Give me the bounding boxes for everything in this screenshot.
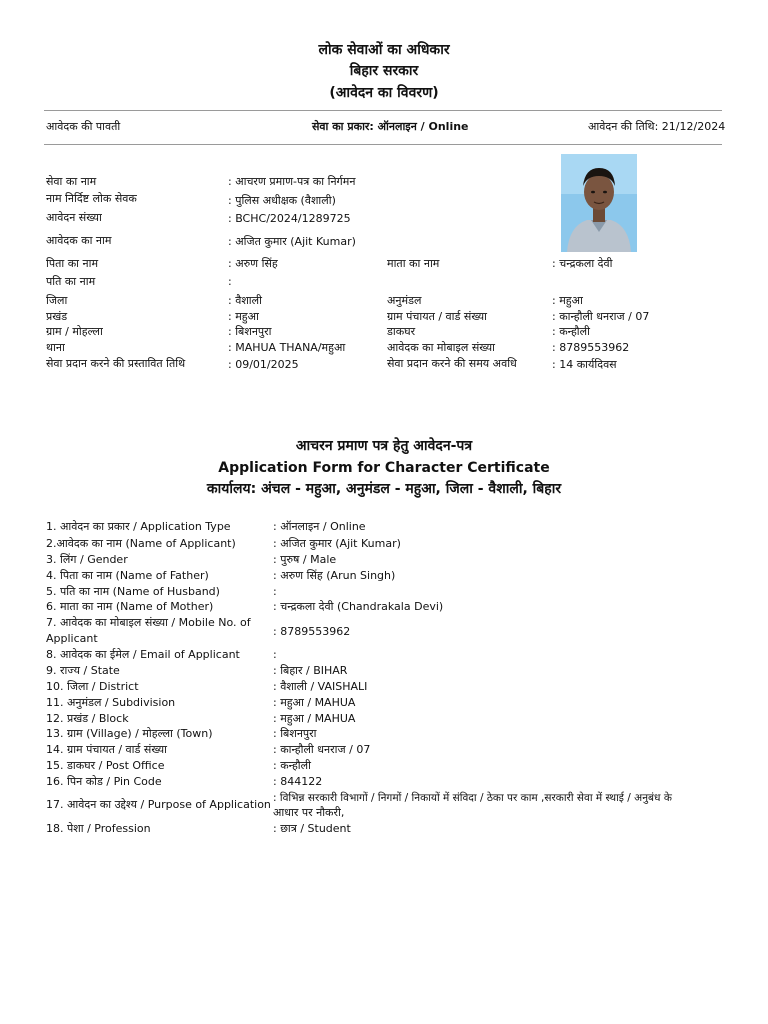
form-value-purpose: : विभिन्न सरकारी विभागों / निगमों / निकायों में संविदा / ठेका पर काम ,सरकारी सेवा में स्थाई / अनुबंध के xyxy=(273,792,672,804)
summary-label-mobile: आवेदक का मोबाइल संख्या xyxy=(387,341,495,354)
summary-value-village: : बिशनपुरा xyxy=(228,325,272,338)
summary-label-mother: माता का नाम xyxy=(387,257,440,270)
form-label-mother: 6. माता का नाम (Name of Mother) xyxy=(46,600,214,613)
form-value-father: : अरुण सिंह (Arun Singh) xyxy=(273,569,396,582)
summary-value-panchayat: : कान्हौली धनराज / 07 xyxy=(552,310,650,323)
summary-value-district: : वैशाली xyxy=(228,294,262,307)
summary-label-police-station: थाना xyxy=(46,341,65,354)
application-date: आवेदन की तिथि: 21/12/2024 xyxy=(588,120,726,133)
summary-value-post-office: : कन्हौली xyxy=(552,325,590,338)
summary-label-village: ग्राम / मोहल्ला xyxy=(46,325,103,338)
summary-label-post-office: डाकघर xyxy=(387,325,416,338)
form-label-father: 4. पिता का नाम (Name of Father) xyxy=(46,569,209,582)
applicant-photo xyxy=(561,154,637,252)
summary-value-application-number: : BCHC/2024/1289725 xyxy=(228,212,351,225)
form-value-state: : बिहार / BIHAR xyxy=(273,664,348,677)
form-value-gender: : पुरुष / Male xyxy=(273,553,337,566)
person-photo-icon xyxy=(561,154,637,252)
summary-label-husband: पति का नाम xyxy=(46,275,96,288)
form-label-state: 9. राज्य / State xyxy=(46,664,120,677)
form-office-line: कार्यालय: अंचल - महुआ, अनुमंडल - महुआ, जिला - वैशाली, बिहार xyxy=(206,481,562,497)
service-type-label: सेवा का प्रकार: ऑनलाइन xyxy=(312,120,417,133)
form-label-post-office: 15. डाकघर / Post Office xyxy=(46,759,165,772)
summary-label-service-period: सेवा प्रदान करने की समय अवधि xyxy=(387,357,517,370)
form-value-profession: : छात्र / Student xyxy=(273,822,351,835)
form-value-post-office: : कन्हौली xyxy=(273,759,311,772)
form-value-applicant-name: : अजित कुमार (Ajit Kumar) xyxy=(273,537,401,550)
form-label-panchayat: 14. ग्राम पंचायत / वार्ड संख्या xyxy=(46,743,167,756)
receipt-label: आवेदक की पावती xyxy=(46,120,121,133)
form-label-block: 12. प्रखंड / Block xyxy=(46,712,129,725)
form-label-mobile-line2: Applicant xyxy=(46,632,98,645)
service-type-value: / Online xyxy=(416,120,469,133)
summary-label-block: प्रखंड xyxy=(46,310,68,323)
form-value-village: : बिशनपुरा xyxy=(273,727,317,740)
summary-divider xyxy=(44,144,722,145)
summary-value-service-name: : आचरण प्रमाण-पत्र का निर्गमन xyxy=(228,175,356,188)
summary-label-public-servant: नाम निर्दिष्ट लोक सेवक xyxy=(46,192,137,205)
form-label-subdivision: 11. अनुमंडल / Subdivision xyxy=(46,696,176,709)
form-label-profession: 18. पेशा / Profession xyxy=(46,822,151,835)
summary-label-panchayat: ग्राम पंचायत / वार्ड संख्या xyxy=(387,310,488,323)
summary-label-father: पिता का नाम xyxy=(46,257,99,270)
header-title-govt: बिहार सरकार xyxy=(349,63,419,79)
form-value-mother: : चन्द्रकला देवी (Chandrakala Devi) xyxy=(273,600,444,613)
summary-label-proposed-date: सेवा प्रदान करने की प्रस्तावित तिथि xyxy=(46,357,186,370)
summary-label-district: जिला xyxy=(46,294,68,307)
form-value-district: : वैशाली / VAISHALI xyxy=(273,680,368,693)
form-value-email: : xyxy=(273,648,277,661)
form-value-block: : महुआ / MAHUA xyxy=(273,712,356,725)
form-label-village: 13. ग्राम (Village) / मोहल्ला (Town) xyxy=(46,727,213,740)
form-value-husband: : xyxy=(273,585,277,598)
summary-value-husband: : xyxy=(228,275,232,288)
form-value-purpose-line2: आधार पर नौकरी, xyxy=(273,806,345,819)
summary-value-mother: : चन्द्रकला देवी xyxy=(552,257,613,270)
summary-label-service-name: सेवा का नाम xyxy=(46,175,97,188)
top-divider xyxy=(44,110,722,111)
summary-value-service-period: : 14 कार्यदिवस xyxy=(552,358,617,371)
form-title-hindi: आचरन प्रमाण पत्र हेतु आवेदन-पत्र xyxy=(295,438,473,454)
form-value-panchayat: : कान्हौली धनराज / 07 xyxy=(273,743,371,756)
form-label-mobile: 7. आवेदक का मोबाइल संख्या / Mobile No. of xyxy=(46,616,251,629)
form-label-purpose: 17. आवेदन का उद्देश्य / Purpose of Application xyxy=(46,798,271,811)
summary-value-father: : अरुण सिंह xyxy=(228,257,278,270)
form-label-husband: 5. पति का नाम (Name of Husband) xyxy=(46,585,220,598)
service-type xyxy=(312,120,469,134)
summary-value-public-servant: : पुलिस अधीक्षक (वैशाली) xyxy=(228,194,336,207)
form-label-pin-code: 16. पिन कोड / Pin Code xyxy=(46,775,162,788)
summary-value-applicant-name: : अजित कुमार (Ajit Kumar) xyxy=(228,235,356,248)
header-title-details: (आवेदन का विवरण) xyxy=(329,85,439,101)
summary-value-subdivision: : महुआ xyxy=(552,294,583,307)
form-value-subdivision: : महुआ / MAHUA xyxy=(273,696,356,709)
summary-value-police-station: : MAHUA THANA/महुआ xyxy=(228,341,346,354)
summary-label-application-number: आवेदन संख्या xyxy=(46,211,102,224)
summary-label-applicant-name: आवेदक का नाम xyxy=(46,234,112,247)
summary-value-proposed-date: : 09/01/2025 xyxy=(228,358,299,371)
summary-value-block: : महुआ xyxy=(228,310,259,323)
form-label-applicant-name: 2.आवेदक का नाम (Name of Applicant) xyxy=(46,537,236,550)
form-label-email: 8. आवेदक का ईमेल / Email of Applicant xyxy=(46,648,240,661)
form-label-district: 10. जिला / District xyxy=(46,680,139,693)
summary-value-mobile: : 8789553962 xyxy=(552,341,630,354)
form-label-gender: 3. लिंग / Gender xyxy=(46,553,128,566)
summary-label-subdivision: अनुमंडल xyxy=(387,294,422,307)
form-value-pin-code: : 844122 xyxy=(273,775,323,788)
form-title-english: Application Form for Character Certificate xyxy=(218,460,550,476)
form-label-application-type: 1. आवेदन का प्रकार / Application Type xyxy=(46,520,231,533)
form-value-application-type: : ऑनलाइन / Online xyxy=(273,520,366,533)
header-title-rts: लोक सेवाओं का अधिकार xyxy=(318,42,450,58)
form-value-mobile: : 8789553962 xyxy=(273,625,351,638)
